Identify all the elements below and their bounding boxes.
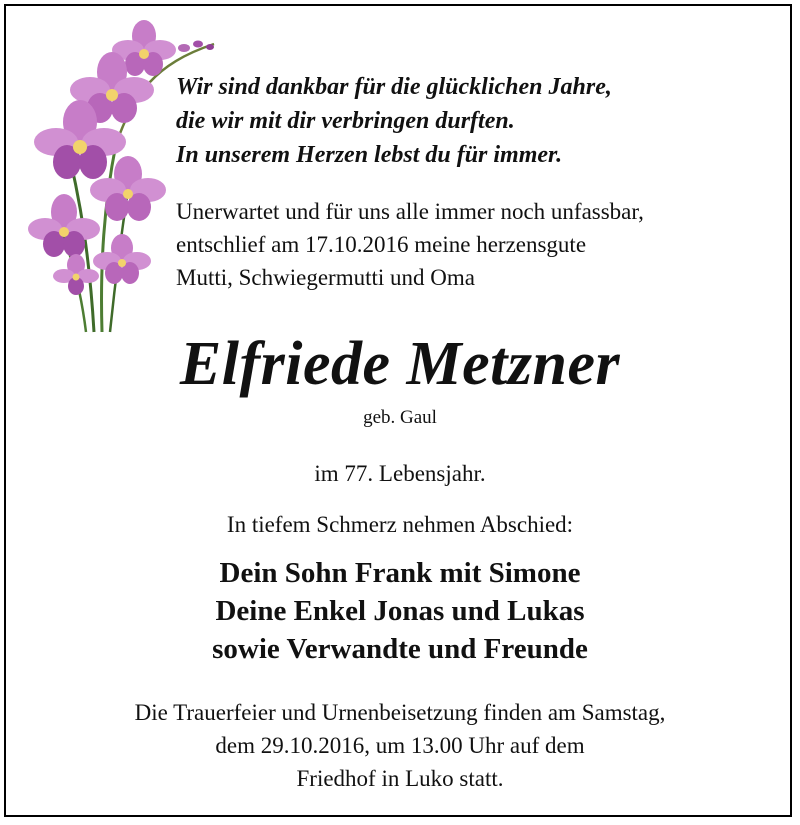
birth-name: geb. Gaul [363,407,437,428]
farewell-line: In tiefem Schmerz nehmen Abschied: [226,512,574,537]
ceremony-line: Friedhof in Luko statt. [296,766,504,791]
motto-verse [176,70,776,172]
motto-line: die wir mit dir verbringen durften. [176,108,515,134]
announcement-line: entschlief am 17.10.2016 meine herzensgute [176,232,587,257]
mourner-line: sowie Verwandte und Freunde [212,633,588,665]
ceremony-line: dem 29.10.2016, um 13.00 Uhr auf dem [215,733,585,758]
motto-line: Wir sind dankbar für die glücklichen Jahre, [176,74,612,100]
announcement-line: Mutti, Schwiegermutti und Oma [176,265,475,290]
mourners-list [0,554,800,668]
announcement-text [176,195,796,294]
deceased-name: Elfriede Metzner [179,330,621,398]
motto-line: In unserem Herzen lebst du für immer. [176,142,563,168]
mourner-line: Deine Enkel Jonas und Lukas [215,595,585,627]
mourner-line: Dein Sohn Frank mit Simone [219,557,581,589]
age-line: im 77. Lebensjahr. [314,461,486,486]
announcement-line: Unerwartet und für uns alle immer noch unfassbar, [176,199,644,224]
ceremony-line: Die Trauerfeier und Urnenbeisetzung finden am Samstag, [134,700,666,725]
ceremony-info [0,696,800,795]
